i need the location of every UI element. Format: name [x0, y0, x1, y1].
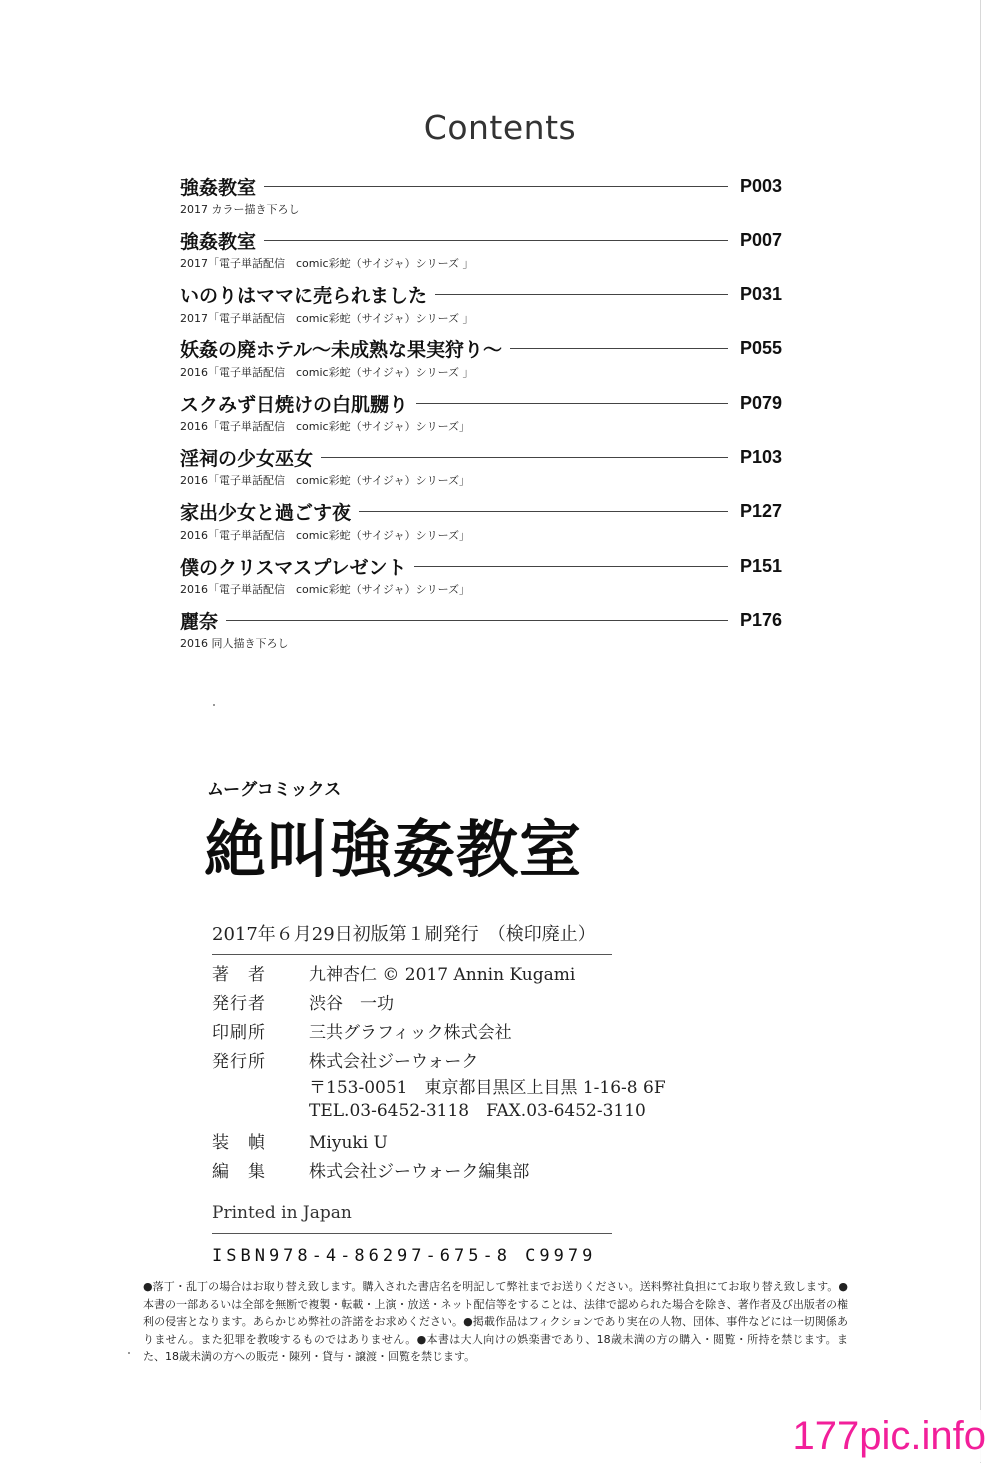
credit-row — [212, 1129, 772, 1158]
toc-entry-title: 強姦教室 — [180, 176, 257, 199]
toc-entry — [180, 172, 790, 226]
toc-entry — [180, 498, 790, 552]
colophon-block — [212, 920, 772, 1266]
toc-entry-title: 強姦教室 — [180, 230, 257, 253]
toc-entry-page: P007 — [740, 229, 783, 250]
toc-entry-source: 2017 カラー描き下ろし — [180, 203, 300, 216]
toc-entry-page: P031 — [740, 284, 783, 305]
toc-entry-title: 淫祠の少女巫女 — [180, 447, 314, 470]
toc-entry — [180, 606, 790, 660]
edition-line: 2017年６月29日初版第１刷発行 （検印廃止） — [212, 920, 612, 955]
toc-leader-line — [416, 403, 728, 404]
toc-entry-page: P151 — [740, 555, 783, 576]
toc-entry-source: 2016「電子単話配信 comic彩蛇（サイジャ）シリーズ」 — [180, 420, 471, 434]
toc-entry-page: P127 — [740, 501, 783, 522]
toc-entry-title: 妖姦の廃ホテル～未成熟な果実狩り～ — [180, 339, 503, 362]
publisher-phone: TEL.03-6452-3118 FAX.03-6452-3110 — [309, 1101, 646, 1121]
table-of-contents — [180, 172, 790, 661]
toc-leader-line — [359, 511, 728, 512]
publisher-address: 〒153-0051 東京都目黒区上目黒 1-16-8 6F — [309, 1078, 666, 1098]
credit-value: 株式会社ジーウォーク — [309, 1052, 479, 1072]
toc-entry — [180, 443, 790, 497]
toc-entry-source: 2017「電子単話配信 comic彩蛇（サイジャ）シリーズ 」 — [180, 257, 474, 271]
toc-leader-line — [414, 566, 728, 567]
imprint-label: ムーグコミックス — [207, 780, 342, 800]
toc-entry-source: 2016「電子単話配信 comic彩蛇（サイジャ）シリーズ」 — [180, 583, 471, 597]
toc-leader-line — [264, 240, 728, 241]
toc-entry-source: 2016 同人描き下ろし — [180, 637, 289, 651]
credit-row — [212, 990, 772, 1019]
toc-entry-title: 家出少女と過ごす夜 — [180, 502, 352, 525]
toc-entry-page: P079 — [740, 392, 783, 413]
toc-entry-page: P003 — [740, 175, 783, 196]
toc-entry — [180, 281, 790, 335]
credit-label: 装 幀 — [212, 1133, 266, 1153]
credit-label: 発行所 — [212, 1052, 266, 1072]
toc-entry-source: 2016「電子単話配信 comic彩蛇（サイジャ）シリーズ」 — [180, 474, 471, 488]
toc-entry-page: P103 — [740, 446, 783, 467]
toc-entry-title: スクみず日焼けの白肌嬲り — [180, 393, 409, 416]
toc-entry-source: 2016「電子単話配信 comic彩蛇（サイジャ）シリーズ 」 — [180, 365, 474, 379]
page-edge-line — [980, 0, 981, 1463]
book-title: 絶叫強姦教室 — [204, 813, 583, 886]
legal-notice: ●落丁・乱丁の場合はお取り替え致します。購入された書店名を明記して弊社までお送りください。送料弊社負担にてお取り替え致します。●本書の一部あるいは全部を無断で複製・転載・上演・放送・ネット配信等をすることは、法律で認められた場合を除き、著作者及び出版者の権利の侵害となります。あらかじめ弊社の許諾をお求めください。●掲載作品はフィクションであり実在の人物、団体、事件などには一切関係ありません。また犯罪を教唆するものではありません。●本書は大人向けの娯楽書であり、18歳未満の方の購入・閲覧・所持を禁じます。また、18歳未満の方への販売・陳列・貸与・譲渡・回覧を禁じます。 — [143, 1280, 848, 1364]
toc-leader-line — [226, 620, 728, 621]
toc-entry — [180, 226, 790, 280]
toc-entry-source: 2016「電子単話配信 comic彩蛇（サイジャ）シリーズ」 — [180, 528, 471, 542]
credit-row — [212, 1048, 772, 1077]
print-speck — [213, 704, 215, 706]
toc-leader-line — [264, 186, 728, 187]
credit-value: 渋谷 一功 — [309, 994, 394, 1014]
toc-entry — [180, 552, 790, 606]
toc-entry — [180, 389, 790, 443]
toc-entry-page: P176 — [740, 609, 783, 630]
toc-leader-line — [321, 457, 728, 458]
credit-label: 発行者 — [212, 994, 266, 1014]
credit-value: 三共グラフィック株式会社 — [309, 1023, 512, 1043]
toc-entry-source: 2017「電子単話配信 comic彩蛇（サイジャ）シリーズ 」 — [180, 311, 474, 325]
credit-value: 九神杏仁 © 2017 Annin Kugami — [309, 965, 576, 985]
printed-in-japan: Printed in Japan — [212, 1203, 612, 1234]
isbn-code: ISBN978-4-86297-675-8 C9979 — [212, 1246, 597, 1266]
toc-entry-page: P055 — [740, 338, 783, 359]
toc-entry-title: いのりはママに売られました — [180, 285, 428, 308]
credit-label: 著 者 — [212, 965, 266, 985]
toc-leader-line — [510, 348, 728, 349]
toc-leader-line — [435, 294, 728, 295]
credit-label: 編 集 — [212, 1162, 266, 1182]
credit-row — [212, 961, 772, 990]
credit-value: Miyuki U — [309, 1133, 388, 1153]
toc-entry — [180, 335, 790, 389]
credit-value: 株式会社ジーウォーク編集部 — [309, 1162, 530, 1182]
credits-list — [212, 961, 772, 1187]
credit-label: 印刷所 — [212, 1023, 266, 1043]
toc-entry-title: 麗奈 — [180, 610, 219, 633]
credit-row — [212, 1019, 772, 1048]
print-speck — [128, 1352, 130, 1354]
contents-heading: Contents — [423, 108, 577, 147]
credit-row — [212, 1158, 772, 1187]
watermark-link[interactable]: 177pic.info — [785, 1410, 994, 1462]
toc-entry-title: 僕のクリスマスプレゼント — [180, 556, 407, 579]
